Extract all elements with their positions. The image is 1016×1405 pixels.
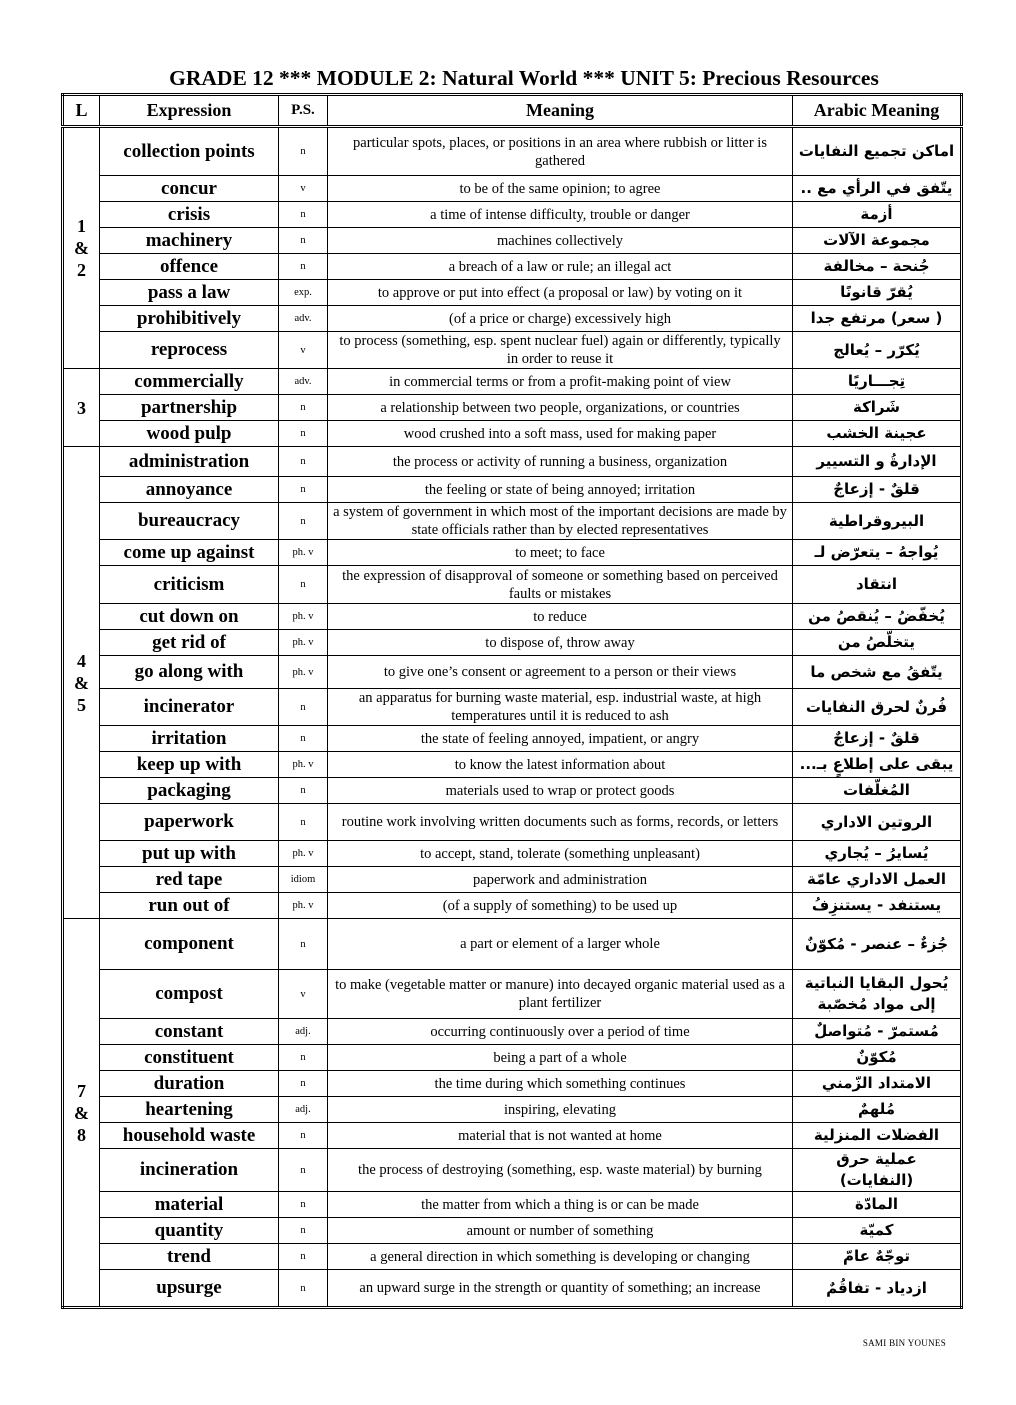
lesson-cell bbox=[63, 369, 100, 447]
arabic-meaning-cell: توجّهٌ عامّ bbox=[793, 1244, 962, 1270]
table-row bbox=[63, 1270, 962, 1308]
expression-cell: heartening bbox=[100, 1097, 279, 1123]
arabic-meaning-cell: المادّة bbox=[793, 1192, 962, 1218]
meaning-cell: a system of government in which most of the important decisions are made by state officials rather than by elected representatives bbox=[328, 503, 793, 540]
table-row bbox=[63, 1097, 962, 1123]
arabic-meaning-cell: يُخفّضُ – يُنقصُ من bbox=[793, 604, 962, 630]
arabic-meaning-cell: قلقٌ - إزعاجٌ bbox=[793, 726, 962, 752]
expression-cell: constant bbox=[100, 1019, 279, 1045]
meaning-cell: a breach of a law or rule; an illegal act bbox=[328, 254, 793, 280]
part-of-speech-cell: n bbox=[279, 726, 328, 752]
arabic-meaning-cell: مُستمرّ - مُتواصلٌ bbox=[793, 1019, 962, 1045]
table-row bbox=[63, 1045, 962, 1071]
arabic-meaning-cell: يُقرّ قانونًا bbox=[793, 280, 962, 306]
part-of-speech-cell: n bbox=[279, 689, 328, 726]
arabic-meaning-cell: اماكن تجميع النفايات bbox=[793, 127, 962, 176]
part-of-speech-cell: ph. v bbox=[279, 893, 328, 919]
meaning-cell: to dispose of, throw away bbox=[328, 630, 793, 656]
expression-cell: criticism bbox=[100, 566, 279, 604]
header-arabic-meaning: Arabic Meaning bbox=[793, 95, 962, 127]
meaning-cell: to know the latest information about bbox=[328, 752, 793, 778]
part-of-speech-cell: v bbox=[279, 176, 328, 202]
expression-cell: offence bbox=[100, 254, 279, 280]
lesson-label: 7 bbox=[77, 1080, 86, 1101]
table-row bbox=[63, 176, 962, 202]
part-of-speech-cell: n bbox=[279, 804, 328, 841]
meaning-cell: to accept, stand, tolerate (something unpleasant) bbox=[328, 841, 793, 867]
meaning-cell: being a part of a whole bbox=[328, 1045, 793, 1071]
expression-cell: compost bbox=[100, 970, 279, 1019]
lesson-label: 5 bbox=[77, 694, 86, 715]
arabic-meaning-cell: تِجـــاريًا bbox=[793, 369, 962, 395]
part-of-speech-cell: n bbox=[279, 503, 328, 540]
expression-cell: constituent bbox=[100, 1045, 279, 1071]
meaning-cell: an upward surge in the strength or quantity of something; an increase bbox=[328, 1270, 793, 1308]
meaning-cell: paperwork and administration bbox=[328, 867, 793, 893]
part-of-speech-cell: ph. v bbox=[279, 540, 328, 566]
table-row bbox=[63, 726, 962, 752]
meaning-cell: to meet; to face bbox=[328, 540, 793, 566]
table-row bbox=[63, 540, 962, 566]
table-row bbox=[63, 477, 962, 503]
table-body bbox=[63, 127, 962, 1308]
table-row bbox=[63, 656, 962, 689]
arabic-meaning-cell: أزمة bbox=[793, 202, 962, 228]
table-row bbox=[63, 395, 962, 421]
table-row bbox=[63, 280, 962, 306]
table-row bbox=[63, 630, 962, 656]
arabic-meaning-cell: يتخلّصُ من bbox=[793, 630, 962, 656]
arabic-meaning-cell: يتّفق في الرأي مع .. bbox=[793, 176, 962, 202]
part-of-speech-cell: exp. bbox=[279, 280, 328, 306]
lesson-label: 1 bbox=[77, 216, 86, 236]
part-of-speech-cell: ph. v bbox=[279, 630, 328, 656]
table-row bbox=[63, 1071, 962, 1097]
part-of-speech-cell: n bbox=[279, 1218, 328, 1244]
vocabulary-table bbox=[61, 93, 963, 1309]
table-row bbox=[63, 804, 962, 841]
table-row bbox=[63, 228, 962, 254]
arabic-meaning-cell: الإدارةُ و التسيير bbox=[793, 447, 962, 477]
part-of-speech-cell: n bbox=[279, 1123, 328, 1149]
meaning-cell: to reduce bbox=[328, 604, 793, 630]
table-row bbox=[63, 254, 962, 280]
expression-cell: run out of bbox=[100, 893, 279, 919]
meaning-cell: the process or activity of running a business, organization bbox=[328, 447, 793, 477]
expression-cell: annoyance bbox=[100, 477, 279, 503]
arabic-meaning-cell: يتّفقُ مع شخص ما bbox=[793, 656, 962, 689]
table-row bbox=[63, 369, 962, 395]
meaning-cell: (of a price or charge) excessively high bbox=[328, 306, 793, 332]
part-of-speech-cell: ph. v bbox=[279, 604, 328, 630]
arabic-meaning-cell: ( سعر) مرتفع جدا bbox=[793, 306, 962, 332]
arabic-meaning-cell: يُحول البقايا النباتية إلى مواد مُخصّبة bbox=[793, 970, 962, 1019]
arabic-meaning-cell: فُرنٌ لحرق النفايات bbox=[793, 689, 962, 726]
lesson-cell bbox=[63, 447, 100, 919]
arabic-meaning-cell: شَراكة bbox=[793, 395, 962, 421]
arabic-meaning-cell: يبقى على إطلاعٍ بـ... bbox=[793, 752, 962, 778]
table-row bbox=[63, 1218, 962, 1244]
arabic-meaning-cell: كميّة bbox=[793, 1218, 962, 1244]
arabic-meaning-cell: يُسايرُ – يُجاري bbox=[793, 841, 962, 867]
part-of-speech-cell: n bbox=[279, 254, 328, 280]
table-row bbox=[63, 919, 962, 970]
expression-cell: red tape bbox=[100, 867, 279, 893]
meaning-cell: machines collectively bbox=[328, 228, 793, 254]
lesson-label: 3 bbox=[77, 397, 86, 418]
part-of-speech-cell: n bbox=[279, 127, 328, 176]
part-of-speech-cell: ph. v bbox=[279, 841, 328, 867]
meaning-cell: a part or element of a larger whole bbox=[328, 919, 793, 970]
table-row bbox=[63, 566, 962, 604]
table-row bbox=[63, 1192, 962, 1218]
table-row bbox=[63, 503, 962, 540]
part-of-speech-cell: n bbox=[279, 1270, 328, 1308]
part-of-speech-cell: n bbox=[279, 1149, 328, 1192]
part-of-speech-cell: n bbox=[279, 477, 328, 503]
meaning-cell: the feeling or state of being annoyed; irritation bbox=[328, 477, 793, 503]
arabic-meaning-cell: مجموعة الآلات bbox=[793, 228, 962, 254]
meaning-cell: the expression of disapproval of someone or something based on perceived faults or mistakes bbox=[328, 566, 793, 604]
arabic-meaning-cell: يُكرّر – يُعالج bbox=[793, 332, 962, 369]
arabic-meaning-cell: انتقاد bbox=[793, 566, 962, 604]
table-row bbox=[63, 332, 962, 369]
arabic-meaning-cell: الروتين الاداري bbox=[793, 804, 962, 841]
expression-cell: machinery bbox=[100, 228, 279, 254]
part-of-speech-cell: adj. bbox=[279, 1019, 328, 1045]
expression-cell: keep up with bbox=[100, 752, 279, 778]
part-of-speech-cell: v bbox=[279, 970, 328, 1019]
meaning-cell: occurring continuously over a period of time bbox=[328, 1019, 793, 1045]
part-of-speech-cell: ph. v bbox=[279, 656, 328, 689]
part-of-speech-cell: n bbox=[279, 919, 328, 970]
table-row bbox=[63, 447, 962, 477]
expression-cell: reprocess bbox=[100, 332, 279, 369]
part-of-speech-cell: adj. bbox=[279, 1097, 328, 1123]
table-row bbox=[63, 421, 962, 447]
meaning-cell: inspiring, elevating bbox=[328, 1097, 793, 1123]
meaning-cell: to approve or put into effect (a proposal or law) by voting on it bbox=[328, 280, 793, 306]
expression-cell: crisis bbox=[100, 202, 279, 228]
table-header-row bbox=[63, 95, 962, 127]
table-row bbox=[63, 867, 962, 893]
meaning-cell: the time during which something continues bbox=[328, 1071, 793, 1097]
expression-cell: pass a law bbox=[100, 280, 279, 306]
expression-cell: get rid of bbox=[100, 630, 279, 656]
part-of-speech-cell: adv. bbox=[279, 369, 328, 395]
arabic-meaning-cell: عجينة الخشب bbox=[793, 421, 962, 447]
expression-cell: commercially bbox=[100, 369, 279, 395]
meaning-cell: an apparatus for burning waste material, esp. industrial waste, at high temperatures until it is reduced to ash bbox=[328, 689, 793, 726]
expression-cell: incinerator bbox=[100, 689, 279, 726]
lesson-cell bbox=[63, 127, 100, 369]
meaning-cell: in commercial terms or from a profit-making point of view bbox=[328, 369, 793, 395]
expression-cell: collection points bbox=[100, 127, 279, 176]
arabic-meaning-cell: البيروقراطية bbox=[793, 503, 962, 540]
meaning-cell: particular spots, places, or positions in an area where rubbish or litter is gathered bbox=[328, 127, 793, 176]
table-row bbox=[63, 970, 962, 1019]
meaning-cell: material that is not wanted at home bbox=[328, 1123, 793, 1149]
meaning-cell: the process of destroying (something, esp. waste material) by burning bbox=[328, 1149, 793, 1192]
expression-cell: component bbox=[100, 919, 279, 970]
lesson-label: 4 bbox=[77, 650, 86, 671]
arabic-meaning-cell: يستنفد - يستنزِفُ bbox=[793, 893, 962, 919]
table-row bbox=[63, 202, 962, 228]
part-of-speech-cell: v bbox=[279, 332, 328, 369]
expression-cell: quantity bbox=[100, 1218, 279, 1244]
lesson-label: 2 bbox=[77, 260, 86, 280]
expression-cell: duration bbox=[100, 1071, 279, 1097]
table-row bbox=[63, 893, 962, 919]
part-of-speech-cell: n bbox=[279, 566, 328, 604]
arabic-meaning-cell: العمل الاداري عامّة bbox=[793, 867, 962, 893]
part-of-speech-cell: n bbox=[279, 1244, 328, 1270]
expression-cell: come up against bbox=[100, 540, 279, 566]
expression-cell: partnership bbox=[100, 395, 279, 421]
meaning-cell: to make (vegetable matter or manure) into decayed organic material used as a plant fertilizer bbox=[328, 970, 793, 1019]
lesson-label: & bbox=[74, 238, 89, 258]
meaning-cell: routine work involving written documents such as forms, records, or letters bbox=[328, 804, 793, 841]
page-title: GRADE 12 *** MODULE 2: Natural World *** UNIT 5: Precious Resources bbox=[169, 66, 879, 90]
header-lesson: L bbox=[63, 95, 100, 127]
header-part-of-speech: P.S. bbox=[279, 95, 328, 127]
part-of-speech-cell: n bbox=[279, 202, 328, 228]
lesson-cell bbox=[63, 919, 100, 1308]
arabic-meaning-cell: جُنحة – مخالفة bbox=[793, 254, 962, 280]
part-of-speech-cell: n bbox=[279, 228, 328, 254]
expression-cell: household waste bbox=[100, 1123, 279, 1149]
arabic-meaning-cell: الفضلات المنزلية bbox=[793, 1123, 962, 1149]
meaning-cell: a general direction in which something is developing or changing bbox=[328, 1244, 793, 1270]
table-row bbox=[63, 1149, 962, 1192]
part-of-speech-cell: n bbox=[279, 1192, 328, 1218]
table-row bbox=[63, 689, 962, 726]
expression-cell: concur bbox=[100, 176, 279, 202]
meaning-cell: amount or number of something bbox=[328, 1218, 793, 1244]
part-of-speech-cell: idiom bbox=[279, 867, 328, 893]
expression-cell: material bbox=[100, 1192, 279, 1218]
expression-cell: trend bbox=[100, 1244, 279, 1270]
table-row bbox=[63, 841, 962, 867]
part-of-speech-cell: n bbox=[279, 447, 328, 477]
meaning-cell: (of a supply of something) to be used up bbox=[328, 893, 793, 919]
table-row bbox=[63, 752, 962, 778]
meaning-cell: materials used to wrap or protect goods bbox=[328, 778, 793, 804]
meaning-cell: to give one’s consent or agreement to a person or their views bbox=[328, 656, 793, 689]
expression-cell: go along with bbox=[100, 656, 279, 689]
table-row bbox=[63, 778, 962, 804]
meaning-cell: the matter from which a thing is or can be made bbox=[328, 1192, 793, 1218]
part-of-speech-cell: adv. bbox=[279, 306, 328, 332]
arabic-meaning-cell: جُزءٌ – عنصر - مُكوّنٌ bbox=[793, 919, 962, 970]
table-row bbox=[63, 1123, 962, 1149]
table-row bbox=[63, 1019, 962, 1045]
part-of-speech-cell: n bbox=[279, 1045, 328, 1071]
part-of-speech-cell: n bbox=[279, 421, 328, 447]
meaning-cell: the state of feeling annoyed, impatient, or angry bbox=[328, 726, 793, 752]
table-row bbox=[63, 604, 962, 630]
arabic-meaning-cell: عملية حرق (النفايات) bbox=[793, 1149, 962, 1192]
meaning-cell: wood crushed into a soft mass, used for making paper bbox=[328, 421, 793, 447]
lesson-label: 8 bbox=[77, 1124, 86, 1145]
table-row bbox=[63, 1244, 962, 1270]
arabic-meaning-cell: يُواجهُ – يتعرّض لـ bbox=[793, 540, 962, 566]
expression-cell: upsurge bbox=[100, 1270, 279, 1308]
arabic-meaning-cell: المُغلّفات bbox=[793, 778, 962, 804]
table-row bbox=[63, 127, 962, 176]
part-of-speech-cell: n bbox=[279, 778, 328, 804]
part-of-speech-cell: ph. v bbox=[279, 752, 328, 778]
meaning-cell: a time of intense difficulty, trouble or danger bbox=[328, 202, 793, 228]
arabic-meaning-cell: مُكوّنٌ bbox=[793, 1045, 962, 1071]
meaning-cell: to process (something, esp. spent nuclear fuel) again or differently, typically in order to reuse it bbox=[328, 332, 793, 369]
meaning-cell: to be of the same opinion; to agree bbox=[328, 176, 793, 202]
header-expression: Expression bbox=[100, 95, 279, 127]
part-of-speech-cell: n bbox=[279, 395, 328, 421]
expression-cell: wood pulp bbox=[100, 421, 279, 447]
lesson-label: & bbox=[74, 672, 89, 693]
expression-cell: administration bbox=[100, 447, 279, 477]
meaning-cell: a relationship between two people, organizations, or countries bbox=[328, 395, 793, 421]
part-of-speech-cell: n bbox=[279, 1071, 328, 1097]
arabic-meaning-cell: الامتداد الزّمني bbox=[793, 1071, 962, 1097]
author-signature: SAMI BIN YOUNES bbox=[862, 1338, 946, 1348]
arabic-meaning-cell: قلقٌ - إزعاجٌ bbox=[793, 477, 962, 503]
expression-cell: bureaucracy bbox=[100, 503, 279, 540]
expression-cell: paperwork bbox=[100, 804, 279, 841]
expression-cell: packaging bbox=[100, 778, 279, 804]
expression-cell: cut down on bbox=[100, 604, 279, 630]
lesson-label: & bbox=[74, 1102, 89, 1123]
expression-cell: prohibitively bbox=[100, 306, 279, 332]
expression-cell: irritation bbox=[100, 726, 279, 752]
arabic-meaning-cell: مُلهمٌ bbox=[793, 1097, 962, 1123]
arabic-meaning-cell: ازدياد - تفاقُمٌ bbox=[793, 1270, 962, 1308]
expression-cell: incineration bbox=[100, 1149, 279, 1192]
expression-cell: put up with bbox=[100, 841, 279, 867]
table-row bbox=[63, 306, 962, 332]
header-meaning: Meaning bbox=[328, 95, 793, 127]
